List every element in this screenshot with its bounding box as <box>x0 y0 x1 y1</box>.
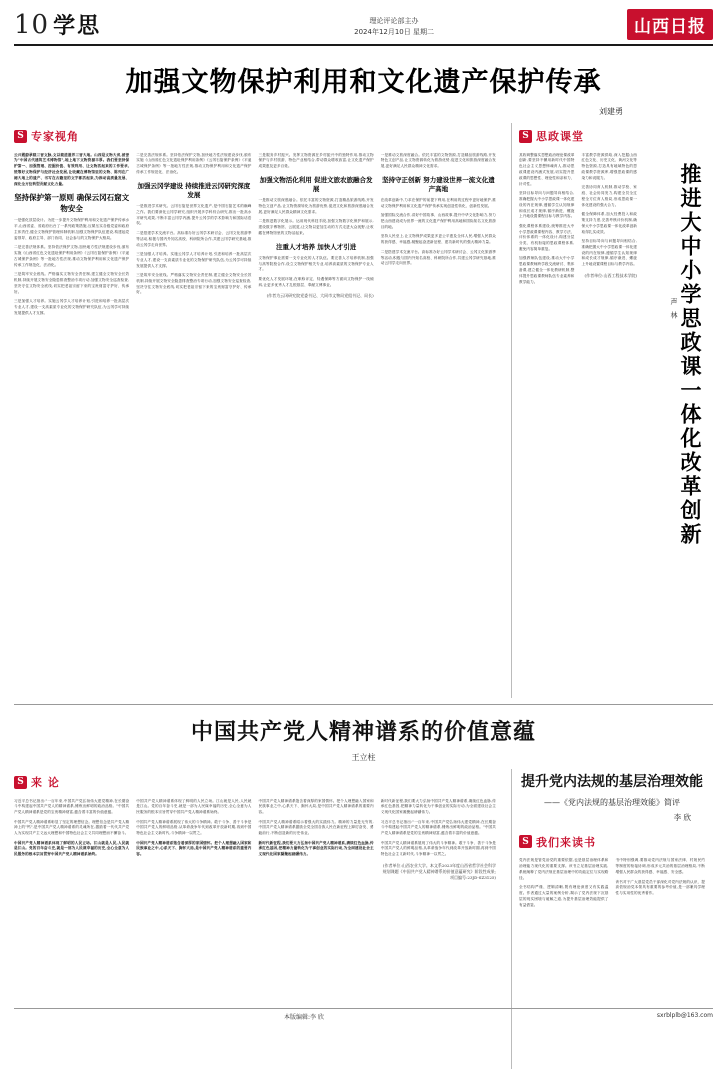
main-byline: 刘建勇 <box>599 107 623 116</box>
paragraph: 在改革创新中,力求在保护的前提下利用,在利用的过程中更好地保护,推动文物保护利用和文化遗产保护传承实现创造性转化、创新性发展。 <box>380 198 496 209</box>
tag-label: 我们来读书 <box>536 835 596 849</box>
paragraph: 一是推动文旅深度融合。依托丰富的文物资源,打造精品旅游线路,开发特色文创产品,让文物资源转化为旅游优势,促进文化和旅游深度融合发展,更好满足人民群众精神文化需求。 <box>258 198 374 214</box>
right-column-2 <box>582 149 638 289</box>
subheading-1: 坚持保护第一原则 确保云冈石窟文物安全 <box>14 193 130 213</box>
paragraph: 三是筑牢安全底线。严格落实文物安全责任制,建立健全文物安全长效机制,持续开展文物安全隐患排查整治专项行动,加强文物安全巡查检查,坚决守住文物安全底线,切实把老祖宗留下来的宝贵财富守护好、传承好。 <box>14 272 130 294</box>
right-article <box>519 123 705 698</box>
mid-headline-block <box>14 705 713 769</box>
paragraph: 中国共产党人精神谱系展现了伟大的斗争精神。敢于斗争、善于斗争是中国共产党人的鲜明品格,从革命战争年代到改革开放新时期,再到中国特色社会主义新时代,斗争精神一以贯之。 <box>136 819 252 836</box>
subheading-2: 加强云冈学建设 持续推进云冈研究深度发展 <box>137 181 251 199</box>
paragraph: 中国共产党人精神谱系体现了鲜明的人民立场。江山就是人民,人民就是江山。党的百年奋斗史,就是一部为人民谋幸福的历史,全心全意为人民服务的根本宗旨贯穿中国共产党人精神谱系始终。 <box>136 798 252 815</box>
paragraph: 中国共产党人精神谱系体现了鲜明的人民立场。江山就是人民,人民就是江山。党的百年奋斗史,就是一部为人民谋幸福的历史,全心全意为人民服务的根本宗旨贯穿中国共产党人精神谱系始终。 <box>14 840 130 857</box>
paragraph: 一是强化顶层设计。为进一步提升文物保护利用和文化遗产保护传承水平,山西省委、省政府出台了一系列政策措施,压紧压实各级党委和政府主体责任,健全文物保护管理体制机制,加强文物保护队伍建设,构建起党委领导、政府主导、部门协同、社会参与的文物保护大格局。 <box>14 218 130 240</box>
ideological-class-tag <box>519 128 584 144</box>
mid-author-note: (作者单位:山西农业大学。本文系2023年度山西省哲学社会科学规划课题《中国共产党人精神谱系的价值意蕴研究》阶段性成果;项目编号:23JD-SZ3125) <box>382 863 496 881</box>
page-number: 10 <box>14 10 50 40</box>
section-name: 学思 <box>53 13 102 39</box>
tag-label: 专家视角 <box>31 130 79 143</box>
masthead-department: 理论评论部主办 <box>369 17 419 25</box>
subheading-3: 加强文物活化利用 促进文旅农旅融合发展 <box>259 176 373 194</box>
top-region <box>14 123 713 698</box>
paragraph: 一是推动文旅深度融合。依托丰富的文物资源,打造精品旅游线路,开发特色文创产品,让文物资源转化为旅游优势,促进文化和旅游深度融合发展,更好满足人民群众精神文化需求。 <box>380 152 496 169</box>
paragraph: 三是服务乡村振兴。发挥文物资源在乡村振兴中的独特作用,推动文物保护与乡村旅游、特色产业相结合,带动群众增收致富,让文化遗产保护成果惠及更多百姓。 <box>258 152 374 169</box>
tag-badge-icon: S <box>14 130 27 143</box>
main-headline-block <box>14 46 713 123</box>
book-column-tag <box>519 834 596 850</box>
paragraph: 二是推进数字化展示。运用现代科技手段,加强文物数字化保护和展示,建设数字博物馆、云展览,让文物以更加生动的方式走进大众视野,让收藏在博物馆里的文物活起来。 <box>258 219 374 235</box>
tag-badge-icon: S <box>519 835 532 848</box>
paragraph: 三是加强人才培养。实施云冈学人才培养计划,引进和培养一批高层次专业人才,建设一支高素质专业化的文物保护研究队伍,为云冈学可持续发展提供人才支撑。 <box>14 299 130 315</box>
expert-view-tag <box>14 128 79 144</box>
paragraph: 中国共产党人精神谱系彰显了坚定的理想信念。理想信念是共产党人精神上的"钙",是中国共产党人精神谱系的灵魂所在,激励着一代代共产党人为实现共产主义远大理想和中国特色社会主义共同理想而不懈奋斗。 <box>14 819 130 836</box>
paragraph: 中国共产党人精神谱系饱含着深厚的家国情怀。把个人理想融入国家和民族事业之中,心系天下、胸怀大局,是中国共产党人精神谱系的重要内容。 <box>136 840 252 857</box>
paragraph: 文物保护事业需要一支专业化的人才队伍。要完善人才培养机制,加强与高等院校合作,设立文物保护相关专业,培养高素质的文物保护专业人才。 <box>258 255 374 272</box>
author-note: (作者为云冈研究院党委书记、大同市文物局党组书记、局长) <box>266 293 374 299</box>
paragraph: 中国共产党人精神谱系饱含着深厚的家国情怀。把个人理想融入国家和民族事业之中,心系天下、胸怀大局,是中国共产党人精神谱系的重要内容。 <box>258 798 374 815</box>
column-3 <box>259 149 374 320</box>
paragraph: 该书对于广大基层党员干部深化对党内法规的认识、提高依规治党本领具有重要的参考价值,是一部兼具学理性与实用性的优秀著作。 <box>615 879 705 896</box>
lead-paragraph: 云兴霞蔚承载三晋文脉,文以载道滋养三晋大地。山西是文物大省,被誉为"中国古代建筑艺术博物馆",地上地下文物资源丰厚。我们要坚持保护第一、加强管理、挖掘价值、有效利用、让文物活起来的工作要求,统筹好文物保护与经济社会发展,让收藏在博物馆里的文物、陈列在广阔大地上的遗产、书写在古籍里的文字都活起来,为推动高质量发展、深化全方位转型贡献文化力量。 <box>14 152 130 186</box>
br-column-2 <box>616 855 706 912</box>
commentary-tag <box>14 774 60 790</box>
vertical-headline: 推进大中小学思政课一体化改革创新 <box>678 163 703 547</box>
page-title: 加强文物保护利用和文化遗产保护传承 <box>125 67 602 98</box>
paragraph: 习近平总书记指出:"一百年来,中国共产党弘扬伟大建党精神,在长期奋斗中构建起中国共产党人的精神谱系,锤炼出鲜明的政治品格。"中国共产党人精神谱系是党的宝贵精神财富,蕴含着丰富的价值意蕴。 <box>14 798 130 815</box>
paragraph: 强化课程体系建设,统筹推进大中小学思政课课程内容、教学方法、评价体系的一体化设计,构建分层分类、有机衔接的思政课程体系,避免内容简单重复。 <box>519 223 575 251</box>
paragraph: 二是完善法规体系。坚持依法保护文物,加快地方性法规建设步伐,颁布实施《山西省红色文化遗址保护利用条例》《云冈石窟保护条例》《平遥古城保护条例》等一批地方性法规,推动文物保护利用和文化遗产保护传承工作规范化、法治化。 <box>136 152 252 175</box>
book-review-author: 李 欣 <box>673 812 691 822</box>
tag-badge-icon: S <box>14 776 27 789</box>
page-footer <box>14 1008 713 1019</box>
main-article <box>14 123 504 698</box>
paragraph: 加强国际交流合作,讲好中国故事、山西故事,提升中华文化影响力,努力把山西建设成为世界一流的文化遗产保护利用高地和国际知名文化旅游目的地。 <box>380 213 496 230</box>
column-2 <box>136 149 251 320</box>
paragraph: 其收调整落实思想政治理论课改革创新,要坚持不懈用新时代中国特色社会主义思想铸魂育人,推动思政课建设内涵式发展,切实提升思政课的思想性、理论性和亲和力、针对性。 <box>519 152 575 186</box>
footer-email: sxrblplb@163.com <box>656 1012 713 1019</box>
mid-column-3 <box>259 795 374 881</box>
mid-column-2 <box>136 795 251 881</box>
paragraph: 全书结构严谨、逻辑清晰,既有理论深度又有实践温度。作者通过大量的案例分析,揭示了党内法规下沉基层的现实困境与破解之道,为提升基层治理效能提供了有益借鉴。 <box>519 885 609 907</box>
mid-column-4 <box>381 795 496 881</box>
paragraph: 完善协同育人机制,推动学校、家庭、社会协同发力,构建全员全过程全方位育人格局,形成思政课一体化建设的强大合力。 <box>581 185 637 207</box>
paragraph: 习近平总书记指出:"一百年来,中国共产党弘扬伟大建党精神,在长期奋斗中构建起中国共产党人的精神谱系,锤炼出鲜明的政治品格。"中国共产党人精神谱系是党的宝贵精神财富,蕴含着丰富的价值意蕴。 <box>380 819 496 836</box>
paragraph: 坚持目标导向与问题导向相结合,准确把握大中小学思政课一体化建设的内在规律,遵循学生认知规律和成长成才规律,循序渐进、螺旋上升地设置课程目标与教学内容。 <box>581 238 637 267</box>
book-review <box>519 769 705 1069</box>
paragraph: 一是推进学术研究。云冈石窟是世界文化遗产,是中国石窟艺术的巅峰之作。我们要深化云冈学研究,组织开展多学科综合研究,推出一批高水平研究成果,不断丰富云冈学内涵,提升云冈学的学术影响力和国际话语权。 <box>136 204 252 226</box>
br-column-1 <box>519 855 609 912</box>
column-divider <box>511 123 512 698</box>
column-1 <box>14 149 129 320</box>
column-4 <box>381 149 496 320</box>
paragraph: 二是搭建学术交流平台。高标准办好云冈学术研讨会、云冈文化旅游季等活动,积极与国内外知名高校、科研院所合作,共建云冈学研究基地,推动云冈学走向世界。 <box>380 249 496 266</box>
paragraph: 中国共产党人精神谱系昭示着强大的实践伟力。精神的力量是无穷的,中国共产党人精神谱系激励全党全国各族人民在新征程上踔厉奋发、勇毅前行,不断创造新的历史伟业。 <box>258 819 374 836</box>
right-author-note: (作者单位:山西工程技术学院) <box>584 273 637 278</box>
subheading-4: 坚持守正创新 努力建设世界一流文化遗产高地 <box>381 176 495 194</box>
paragraph: 健全保障体系,加大经费投入和政策支持力度,完善考核评价机制,确保大中小学思政课一体化改革创新取得扎实成效。 <box>581 212 637 234</box>
paragraph: 坚持目标导向与问题导向相结合,准确把握大中小学思政课一体化建设的内在规律,遵循学生认知规律和成长成才规律,循序渐进、螺旋上升地设置课程目标与教学内容。 <box>519 191 575 219</box>
paper-logo: 山西日报 <box>627 9 713 40</box>
paragraph: 二是完善法规体系。坚持依法保护文物,加快地方性法规建设步伐,颁布实施《山西省红色文化遗址保护利用条例》《云冈石窟保护条例》《平遥古城保护条例》等一批地方性法规,推动文物保护利用和文化遗产保护传承工作规范化、法治化。 <box>14 245 130 267</box>
mid-article <box>14 769 504 1069</box>
column-divider-2 <box>511 769 512 1069</box>
vertical-byline: 声 林 <box>670 298 678 321</box>
mid-article-columns <box>14 795 496 881</box>
paragraph: 新时代新征程,我们要大力弘扬中国共产党人精神谱系,赓续红色血脉,传承红色基因,把精神力量转化为干事创业的实际行动,为全面建设社会主义现代化国家凝聚起磅礴伟力。 <box>258 840 374 857</box>
bottom-region <box>14 769 713 1069</box>
book-review-subtitle: ——《党内法规的基层治理效能》简评 <box>544 797 680 807</box>
mid-article-title: 中国共产党人精神谱系的价值意蕴 <box>190 719 536 745</box>
right-article-columns <box>519 149 637 289</box>
masthead-info <box>161 16 627 40</box>
paragraph: 中国共产党人精神谱系展现了伟大的斗争精神。敢于斗争、善于斗争是中国共产党人的鲜明品格,从革命战争年代到改革开放新时期,再到中国特色社会主义新时代,斗争精神一以贯之。 <box>380 840 496 857</box>
masthead-date: 2024年12月10日 星期二 <box>354 27 434 36</box>
tag-label: 思政课堂 <box>536 130 584 143</box>
paragraph: 丰富教学资源供给,深入挖掘山西红色文化、历史文化、黄河文化等特色资源,打造具有地域特色的思政课教学资源库,增强思政课的感染力和说服力。 <box>581 152 637 180</box>
paragraph: 要优化人才发展环境,在职称评定、待遇保障等方面向文物保护一线倾斜,让更多优秀人才扎根基层、奉献文博事业。 <box>258 276 374 287</box>
paragraph: 加强教师队伍建设,推动大中小学思政课教师跨学段交流研讨、集体备课,建立健全一体化教研机制,整体提升思政课教师队伍专业素养和教学能力。 <box>519 256 575 284</box>
paragraph: 新时代新征程,我们要大力弘扬中国共产党人精神谱系,赓续红色血脉,传承红色基因,把精神力量转化为干事创业的实际行动,为全面建设社会主义现代化国家凝聚起磅礴伟力。 <box>380 798 496 815</box>
book-review-title: 提升党内法规的基层治理效能 <box>521 774 703 790</box>
paragraph: 党内法规是管党治党的重要依据,也是基层治理体系和治理能力现代化的重要支撑。该书立足基层治理实践,系统阐释了党内法规在基层治理中的功能定位与实现路径。 <box>519 858 609 880</box>
main-article-columns <box>14 149 496 320</box>
paragraph: 坚持人民至上,让文物保护成果更多更公平惠及全体人民,增强人民群众的获得感、幸福感,凝聚起奋进新征程、建功新时代的强大精神力量。 <box>380 234 496 245</box>
footer-editor: 本版编辑:李 欣 <box>284 1014 324 1021</box>
paragraph: 二是搭建学术交流平台。高标准办好云冈学术研讨会、云冈文化旅游季等活动,积极与国内外知名高校、科研院所合作,共建云冈学研究基地,推动云冈学走向世界。 <box>136 230 252 247</box>
right-column-1 <box>519 149 575 289</box>
tag-badge-icon: S <box>519 130 532 143</box>
paragraph: 三是加强人才培养。实施云冈学人才培养计划,引进和培养一批高层次专业人才,建设一支高素质专业化的文物保护研究队伍,为云冈学可持续发展提供人才支撑。 <box>136 251 252 268</box>
book-review-columns <box>519 855 705 912</box>
masthead <box>14 0 713 46</box>
paragraph: 书中特别强调,要推动党内法规与国家法律、村规民约等制度的衔接协调,形成多元共治的基层治理格局,不断增强人民群众的获得感、幸福感、安全感。 <box>615 858 705 875</box>
mid-article-byline: 王立柱 <box>351 753 376 762</box>
subheading-5: 注重人才培养 加快人才引进 <box>275 242 357 251</box>
paragraph: 三是筑牢安全底线。严格落实文物安全责任制,建立健全文物安全长效机制,持续开展文物安全隐患排查整治专项行动,加强文物安全巡查检查,坚决守住文物安全底线,切实把老祖宗留下来的宝贵财富守护好、传承好。 <box>136 272 252 295</box>
mid-column-1 <box>14 795 129 881</box>
tag-label: 来 论 <box>31 776 60 789</box>
masthead-left <box>14 9 101 40</box>
